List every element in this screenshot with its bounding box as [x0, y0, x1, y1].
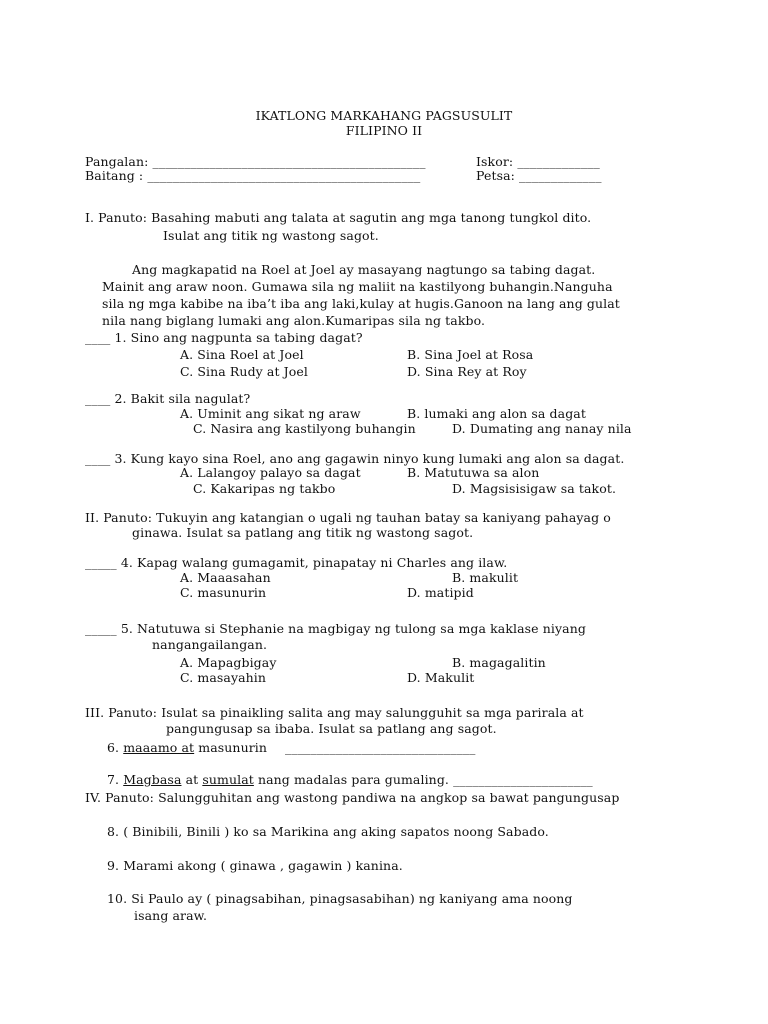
q3-choice-d: D. Magsisisigaw sa takot.	[452, 481, 617, 496]
q5-choice-b: B. magagalitin	[452, 655, 546, 670]
q2-choice-c: C. Nasira ang kastilyong buhangin	[193, 421, 416, 436]
question-4: _____ 4. Kapag walang gumagamit, pinapatay ni Charles ang ilaw.	[85, 555, 508, 570]
q3-choice-c: C. Kakaripas ng takbo	[193, 481, 336, 496]
q2-choice-d: D. Dumating ang nanay nila	[452, 421, 632, 436]
question-3: ____ 3. Kung kayo sina Roel, ano ang gagawin ninyo kung lumaki ang alon sa dagat.	[85, 451, 625, 466]
q7-underlined-word: Magbasa	[123, 772, 182, 787]
q7-mid: at	[181, 772, 203, 787]
q3-choice-a: A. Lalangoy palayo sa dagat	[180, 465, 361, 480]
q6-number: 6.	[107, 740, 120, 755]
question-8: 8. ( Binibili, Binili ) ko sa Marikina ang aking sapatos noong Sabado.	[107, 824, 549, 839]
baitang-field[interactable]: Baitang : ___________________________________________	[85, 168, 421, 183]
q4-choice-c: C. masunurin	[180, 585, 267, 600]
q4-choice-b: B. makulit	[452, 570, 519, 585]
q2-choice-a: A. Uminit ang sikat ng araw	[180, 406, 361, 421]
q5-choice-d: D. Makulit	[407, 670, 475, 685]
part3-instruction-cont: pangungusap sa ibaba. Isulat sa patlang ang sagot.	[166, 721, 497, 736]
passage-line: Mainit ang araw noon. Gumawa sila ng maliit na kastilyong buhangin.Nanguha	[102, 279, 613, 294]
part3-instruction: III. Panuto: Isulat sa pinaikling salita ang may salungguhit sa mga parirala at	[85, 705, 584, 720]
passage-line: nila nang biglang lumaki ang alon.Kumaripas sila ng takbo.	[102, 313, 486, 328]
q6-answer-blank[interactable]: ______________________________	[285, 740, 476, 755]
question-5: _____ 5. Natutuwa si Stephanie na magbigay ng tulong sa mga kaklase niyang	[85, 621, 586, 636]
question-10-cont: isang araw.	[134, 908, 208, 923]
q6-rest: masunurin	[194, 740, 268, 755]
q1-choice-d: D. Sina Rey at Roy	[407, 364, 527, 379]
q3-choice-b: B. Matutuwa sa alon	[407, 465, 540, 480]
q7-number: 7.	[107, 772, 120, 787]
part4-instruction: IV. Panuto: Salungguhitan ang wastong pandiwa na angkop sa bawat pangungusap	[85, 790, 620, 805]
q4-choice-a: A. Maaasahan	[180, 570, 271, 585]
q5-choice-a: A. Mapagbigay	[180, 655, 277, 670]
question-2: ____ 2. Bakit sila nagulat?	[85, 391, 251, 406]
q5-choice-c: C. masayahin	[180, 670, 267, 685]
question-6	[107, 740, 267, 755]
q4-choice-d: D. matipid	[407, 585, 474, 600]
passage-line: Ang magkapatid na Roel at Joel ay masayang nagtungo sa tabing dagat.	[132, 262, 596, 277]
question-7	[107, 772, 593, 787]
q6-underlined-phrase: maaamo at	[123, 740, 195, 755]
page-subtitle: FILIPINO II	[345, 123, 423, 138]
question-5-cont: nangangailangan.	[152, 637, 268, 652]
question-10: 10. Si Paulo ay ( pinagsabihan, pinagsasabihan) ng kaniyang ama noong	[107, 891, 573, 906]
petsa-field[interactable]: Petsa: _____________	[476, 168, 602, 183]
passage-line: sila ng mga kabibe na iba’t iba ang laki,kulay at hugis.Ganoon na lang ang gulat	[102, 296, 620, 311]
part1-instruction: I. Panuto: Basahing mabuti ang talata at sagutin ang mga tanong tungkol dito.	[85, 210, 592, 225]
question-1: ____ 1. Sino ang nagpunta sa tabing dagat?	[85, 330, 363, 345]
page-title: IKATLONG MARKAHANG PAGSUSULIT	[255, 108, 513, 123]
pangalan-field[interactable]: Pangalan: ___________________________________________	[85, 154, 426, 169]
q1-choice-b: B. Sina Joel at Rosa	[407, 347, 534, 362]
question-9: 9. Marami akong ( ginawa , gagawin ) kanina.	[107, 858, 403, 873]
part2-instruction-cont: ginawa. Isulat sa patlang ang titik ng wastong sagot.	[132, 525, 474, 540]
q7-rest[interactable]: nang madalas para gumaling. ______________________	[253, 772, 593, 787]
q1-choice-a: A. Sina Roel at Joel	[180, 347, 304, 362]
q7-underlined-word: sumulat	[202, 772, 254, 787]
q2-choice-b: B. lumaki ang alon sa dagat	[407, 406, 586, 421]
part1-instruction-cont: Isulat ang titik ng wastong sagot.	[163, 228, 379, 243]
q1-choice-c: C. Sina Rudy at Joel	[180, 364, 308, 379]
iskor-field[interactable]: Iskor: _____________	[476, 154, 600, 169]
part2-instruction: II. Panuto: Tukuyin ang katangian o ugali ng tauhan batay sa kaniyang pahayag o	[85, 510, 611, 525]
